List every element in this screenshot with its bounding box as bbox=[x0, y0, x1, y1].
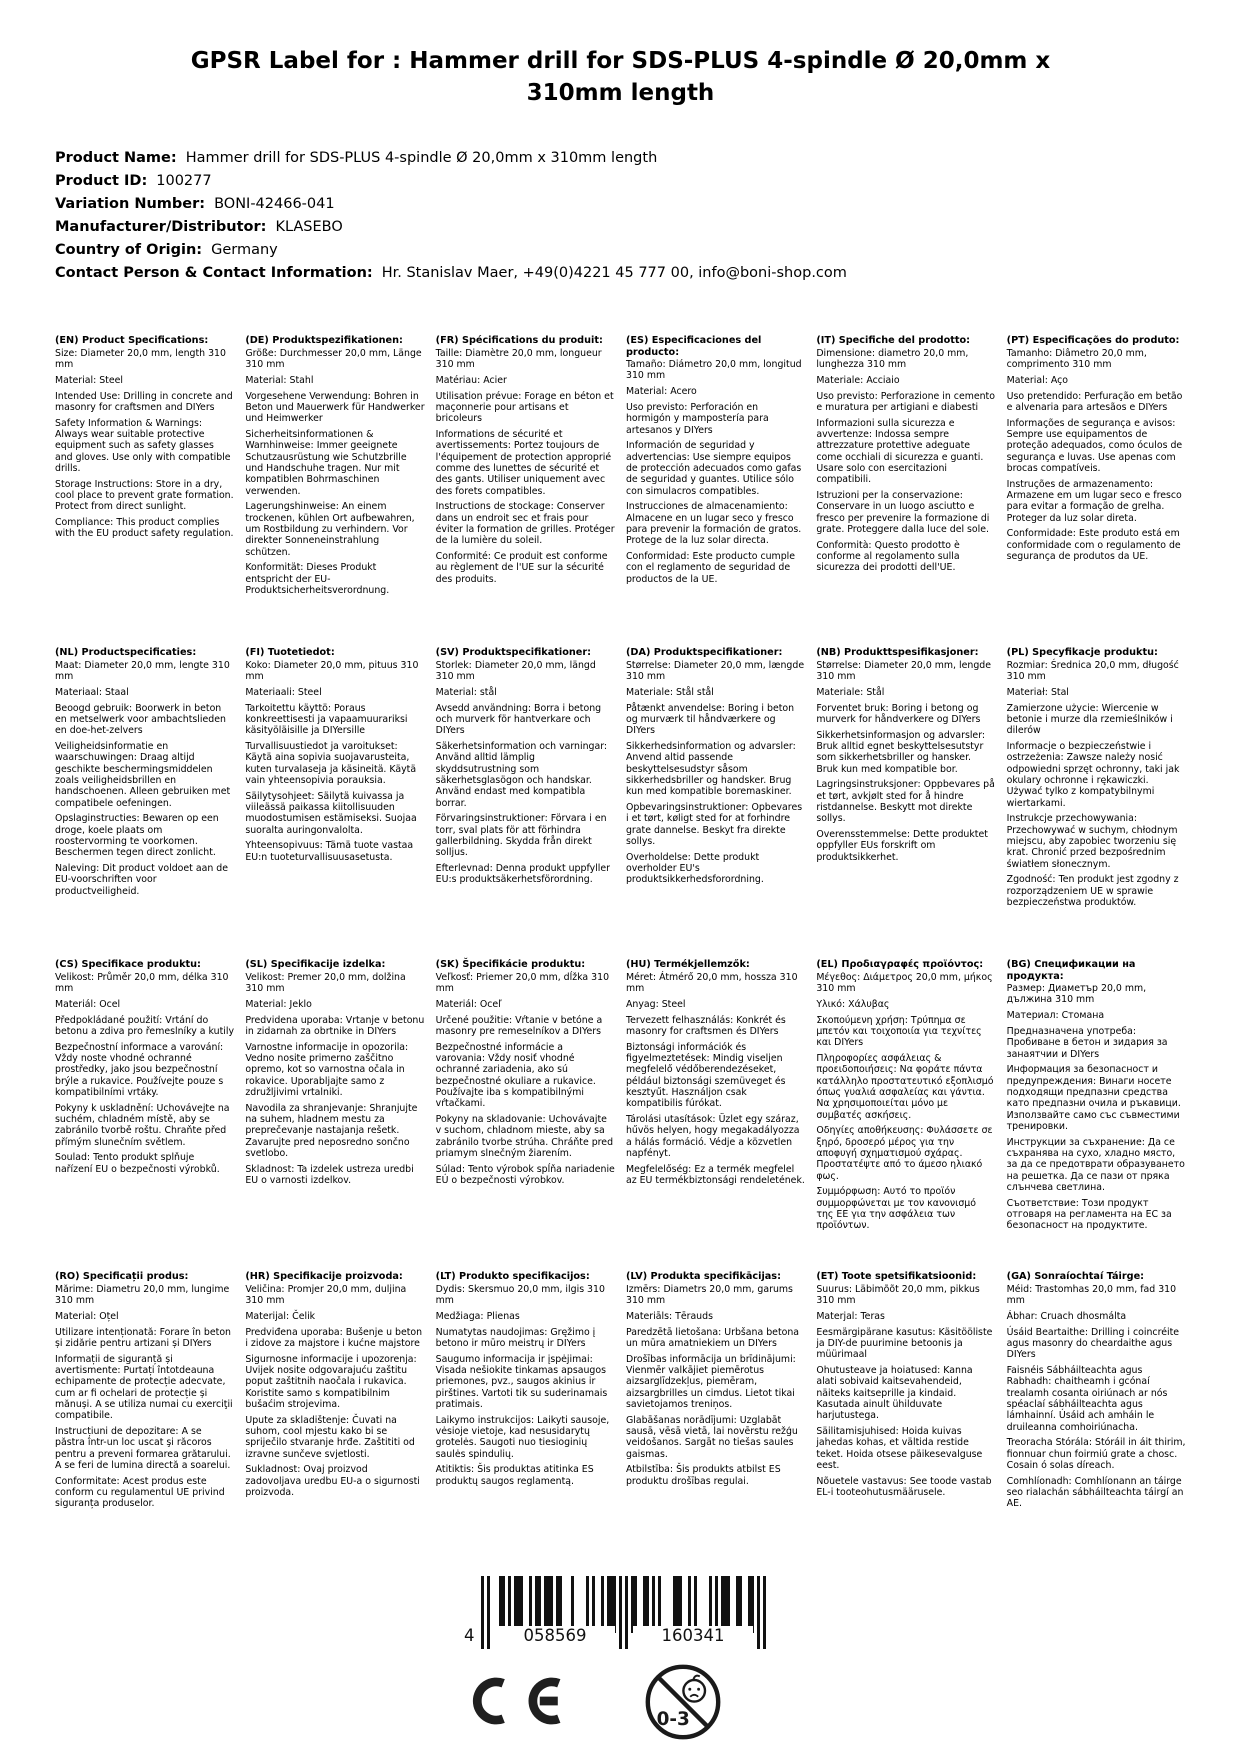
lang-block-header: (BG) Спецификации на продукта: bbox=[1006, 959, 1136, 982]
lang-block-bg bbox=[1007, 959, 1186, 1271]
lang-block-paragraph: Størrelse: Diameter 20,0 mm, lengde 310 mm bbox=[816, 659, 992, 683]
footer bbox=[0, 1576, 1241, 1742]
lang-block-paragraph: Materiale: Stål bbox=[816, 686, 885, 698]
lang-block-paragraph: Sicherheitsinformationen & Warnhinweise: Immer geeignete Schutzausrüstung wie Schutzbrille und Handschuhe tragen. Nur mit kompatiblen Bohrmaschinen verwenden. bbox=[245, 429, 407, 497]
lang-block-paragraph: Upute za skladištenje: Čuvati na suhom, cool mjestu kako bi se spriječilo stvaranje hrđe. Zaštititi od izravne sunčeve svjetlosti. bbox=[245, 1414, 415, 1460]
lang-block-paragraph: Πληροφορίες ασφάλειας & προειδοποιήσεις: Να φοράτε πάντα κατάλληλο προστατευτικό εξοπλισμό όπως γυαλιά ασφαλείας και γάντια. Να χρησιμοποιείται μόνο με συμβατές ασκήσεις. bbox=[816, 1053, 994, 1121]
lang-block-ga bbox=[1007, 1271, 1186, 1571]
lang-block-paragraph: Storage Instructions: Store in a dry, cool place to prevent grate formation. Protect from direct sunlight. bbox=[55, 478, 234, 513]
lang-block-header: (RO) Specificații produs: bbox=[55, 1271, 189, 1283]
lang-block-paragraph: Faisnéis Sábháilteachta agus Rabhadh: chaitheamh i gcónaí trealamh cosanta oiriúnach ar nós spéaclaí sábháilteachta agus lámhainní. Úsáid ach amháin le druileanna comhoiriúnacha. bbox=[1006, 1365, 1168, 1433]
lang-block-paragraph: Súlad: Tento výrobok spĺňa nariadenie EÚ o bezpečnosti výrobkov. bbox=[435, 1163, 615, 1187]
lang-block-paragraph: Veiligheidsinformatie en waarschuwingen: Draag altijd geschikte beschermingsmiddelen zoals veiligheidsbrillen en handschoenen. Alleen gebruiken met compatibele oefeningen. bbox=[55, 741, 231, 809]
ce-mark-icon bbox=[462, 1662, 565, 1740]
lang-block-paragraph: Veľkosť: Priemer 20,0 mm, dĺžka 310 mm bbox=[435, 971, 610, 995]
lang-block-pt bbox=[1007, 335, 1186, 647]
lang-block-paragraph: Turvallisuustiedot ja varoitukset: Käytä aina sopivia suojavarusteita, kuten turvalaseja ja käsineitä. Käytä vain yhteensopivia porauksia. bbox=[245, 741, 417, 786]
lang-block-paragraph: Forventet bruk: Boring i betong og murverk for håndverkere og DIYers bbox=[816, 702, 981, 725]
lang-block-nb bbox=[816, 647, 995, 959]
lang-block-paragraph: Materiaali: Steel bbox=[245, 686, 322, 698]
lang-block-header: (HU) Termékjellemzők: bbox=[625, 959, 750, 971]
lang-block-paragraph: Méret: Átmérő 20,0 mm, hossza 310 mm bbox=[625, 971, 798, 995]
lang-block-paragraph: Sigurnosne informacije i upozorenja: Uvijek nosite odgovarajuću zaštitu poput zaštitnih naočala i rukavica. Koristite samo s kompatibilnim bušaćim strojevima. bbox=[245, 1353, 417, 1410]
lang-block-paragraph: Opslaginstructies: Bewaren op een droge, koele plaats om roostervorming te voorkomen. Beschermen tegen direct zonlicht. bbox=[55, 813, 219, 859]
lang-block-header: (PT) Especificações do produto: bbox=[1006, 335, 1180, 347]
age-warning-0-3-icon bbox=[643, 1662, 723, 1742]
product-info-value: Hr. Stanislav Maer, +49(0)4221 45 777 00, info@boni-shop.com bbox=[381, 265, 847, 282]
lang-block-header: (NL) Productspecificaties: bbox=[55, 647, 197, 659]
product-info-label: Contact Person & Contact Information: bbox=[55, 265, 373, 282]
lang-block-paragraph: Informacje o bezpieczeństwie i ostrzeżenia: Zawsze należy nosić odpowiedni sprzęt ochronny, taki jak okulary ochronne i rękawiczki. Używać tylko z kompatybilnymi wiertarkami. bbox=[1006, 741, 1180, 809]
lang-block-paragraph: Méid: Trastomhas 20,0 mm, fad 310 mm bbox=[1006, 1283, 1177, 1307]
lang-block-paragraph: Lagringsinstruksjoner: Oppbevares på et tørt, avkjølt sted for å hindre ristdannelse. Beskytt mot direkte sollys. bbox=[816, 779, 995, 825]
lang-block-paragraph: Navodila za shranjevanje: Shranjujte na suhem, hladnem mestu za preprečevanje nastajanja rešetk. Zavarujte pred neposredno sončno svetlobo. bbox=[245, 1102, 418, 1159]
lang-block-paragraph: Material: Acero bbox=[625, 386, 697, 398]
lang-block-paragraph: Tamanho: Diâmetro 20,0 mm, comprimento 310 mm bbox=[1006, 347, 1147, 371]
lang-block-header: (EN) Product Specifications: bbox=[55, 335, 209, 347]
lang-block-paragraph: Materiál: Oceľ bbox=[435, 998, 502, 1010]
lang-block-paragraph: Úsáid Beartaithe: Drilling i coincréite agus masonry do cheardaithe agus DIYers bbox=[1006, 1326, 1180, 1361]
lang-block-paragraph: Utilisation prévue: Forage en béton et maçonnerie pour artisans et bricoleurs bbox=[435, 390, 614, 425]
lang-block-sl bbox=[245, 959, 424, 1271]
lang-block-paragraph: Conformidade: Este produto está em conformidade com o regulamento de segurança de produtos da UE. bbox=[1006, 528, 1181, 563]
product-info-label: Variation Number: bbox=[55, 196, 206, 213]
lang-block-paragraph: Size: Diameter 20,0 mm, length 310 mm bbox=[55, 347, 226, 371]
lang-block-header: (DE) Produktspezifikationen: bbox=[245, 335, 403, 347]
lang-block-paragraph: Naleving: Dit product voldoet aan de EU-voorschriften voor productveiligheid. bbox=[55, 863, 228, 897]
lang-block-paragraph: Instrucciones de almacenamiento: Almacene en un lugar seco y fresco para prevenir la formación de gratos. Protege de la luz solar directa. bbox=[625, 501, 802, 547]
lang-block-paragraph: Storlek: Diameter 20,0 mm, längd 310 mm bbox=[435, 659, 596, 683]
lang-block-paragraph: Rozmiar: Średnica 20,0 mm, długość 310 mm bbox=[1006, 659, 1179, 683]
lang-block-paragraph: Istruzioni per la conservazione: Conservare in un luogo asciutto e fresco per prevenire la formazione di grate. Proteggere dalla luce del sole. bbox=[816, 490, 990, 535]
lang-block-paragraph: Paredzētā lietošana: Urbšana betona un mūra amatniekiem un DIYers bbox=[625, 1326, 800, 1349]
lang-block-paragraph: Opbevaringsinstruktioner: Opbevares i et tørt, køligt sted for at forhindre grate dannelse. Beskyt fra direkte sollys. bbox=[625, 802, 803, 847]
lang-block-paragraph: Vorgesehene Verwendung: Bohren in Beton und Mauerwerk für Handwerker und Heimwerker bbox=[245, 390, 425, 425]
lang-block-paragraph: Zgodność: Ten produkt jest zgodny z rozporządzeniem UE w sprawie bezpieczeństwa produktów. bbox=[1006, 874, 1179, 908]
lang-block-paragraph: Beoogd gebruik: Boorwerk in beton en metselwerk voor ambachtslieden en doe-het-zelvers bbox=[55, 702, 226, 737]
lang-block-paragraph: Dimensione: diametro 20,0 mm, lunghezza 310 mm bbox=[816, 347, 969, 371]
lang-block-paragraph: Uso previsto: Perforazione in cemento e muratura per artigiani e diabesti bbox=[816, 390, 995, 413]
lang-block-paragraph: Størrelse: Diameter 20,0 mm, længde 310 mm bbox=[625, 659, 805, 683]
lang-block-paragraph: Varnostne informacije in opozorila: Vedno nosite primerno zaščitno opremo, kot so varnostna očala in rokavice. Uporabljajte samo z združljivimi vrtalniki. bbox=[245, 1041, 409, 1098]
product-info-value: Germany bbox=[211, 242, 278, 259]
lang-block-paragraph: Tervezett felhasználás: Konkrét és masonry for craftsmen és DIYers bbox=[625, 1014, 786, 1037]
lang-block-paragraph: Megfelelőség: Ez a termék megfelel az EU termékbiztonsági rendeletének. bbox=[625, 1163, 805, 1187]
lang-block-paragraph: Instrucțiuni de depozitare: A se păstra într-un loc uscat şi răcoros pentru a preveni formarea grătarului. A se feri de lumina directă a soarelui. bbox=[55, 1426, 231, 1471]
lang-block-paragraph: Μέγεθος: Διάμετρος 20,0 mm, μήκος 310 mm bbox=[816, 971, 993, 995]
lang-block-header: (DA) Produktspecifikationer: bbox=[625, 647, 783, 659]
lang-block-paragraph: Größe: Durchmesser 20,0 mm, Länge 310 mm bbox=[245, 347, 422, 371]
lang-block-paragraph: Zamierzone użycie: Wiercenie w betonie i murze dla rzemieślników i dilerów bbox=[1006, 702, 1173, 737]
lang-block-paragraph: Medžiaga: Plienas bbox=[435, 1310, 520, 1322]
lang-block-paragraph: Materiaal: Staal bbox=[55, 686, 129, 698]
lang-block-paragraph: Velikost: Premer 20,0 mm, dolžina 310 mm bbox=[245, 971, 406, 995]
lang-block-paragraph: Informations de sécurité et avertissements: Portez toujours de l'équipement de protection approprié comme des lunettes de sécurité et des gants. Utiliser uniquement avec des forets compatibles. bbox=[435, 429, 612, 497]
lang-block-header: (ET) Toote spetsifikatsioonid: bbox=[816, 1271, 977, 1283]
lang-block-paragraph: Säilytysohjeet: Säilytä kuivassa ja viileässä paikassa kiitollisuuden muodostumisen estämiseksi. Suojaa suoralta auringonvalolta. bbox=[245, 790, 417, 836]
lang-block-paragraph: Určené použitie: Vŕtanie v betóne a masonry pre remeselníkov a DIYers bbox=[435, 1014, 603, 1037]
lang-block-header: (SK) Špecifikácie produktu: bbox=[435, 959, 586, 971]
barcode-left-digits: 058569 bbox=[495, 1626, 615, 1645]
lang-block-paragraph: Размер: Диаметър 20,0 mm, дължина 310 mm bbox=[1006, 983, 1147, 1006]
lang-block-paragraph: Информация за безопасност и предупреждения: Винаги носете подходящи предпазни средства като предпазни очила и ръкавици. Използвайте само със съвместими тренировки. bbox=[1006, 1064, 1181, 1132]
lang-block-paragraph: Matériau: Acier bbox=[435, 374, 507, 386]
lang-block-paragraph: Atitiktis: Šis produktas atitinka ES produktų saugos reglamentą. bbox=[435, 1464, 594, 1487]
lang-block-paragraph: Eesmärgipärane kasutus: Käsitööliste ja DIY-de puurimine betoonis ja müürimaal bbox=[816, 1326, 993, 1361]
lang-block-paragraph: Material: Oțel bbox=[55, 1310, 119, 1322]
lang-block-paragraph: Uso previsto: Perforación en hormigón y mampostería para artesanos y DIYers bbox=[625, 401, 769, 436]
lang-block-paragraph: Saugumo informacija ir įspėjimai: Visada nešiokite tinkamas apsaugos priemones, pvz., saugos akinius ir pirštines. Vartoti tik su suderinamais pratimais. bbox=[435, 1353, 608, 1410]
lang-block-paragraph: Předpokládané použití: Vrtání do betonu a zdiva pro řemeslníky a kutily bbox=[55, 1014, 234, 1037]
lang-block-paragraph: Conformité: Ce produit est conforme au règlement de l'UE sur la sécurité des produits. bbox=[435, 551, 608, 585]
lang-block-header: (LT) Produkto specifikacijos: bbox=[435, 1271, 590, 1283]
product-info-label: Product ID: bbox=[55, 173, 148, 190]
lang-block-paragraph: Intended Use: Drilling in concrete and masonry for craftsmen and DIYers bbox=[55, 390, 233, 413]
lang-block-paragraph: Instructions de stockage: Conserver dans un endroit sec et frais pour éviter la formation de grilles. Protéger de la lumière du soleil. bbox=[435, 501, 615, 547]
lang-block-paragraph: Instrukcje przechowywania: Przechowywać w suchym, chłodnym miejscu, aby zapobiec tworzeniu się krat. Chronić przed bezpośrednim światłem słonecznym. bbox=[1006, 813, 1178, 870]
lang-block-paragraph: Инструкции за съхранение: Да се съхранява на сухо, хладно място, за да се предотврати образуването на решетка. Да се пази от пряка слънчева светлина. bbox=[1006, 1136, 1185, 1193]
lang-block-paragraph: Suurus: Läbimõõt 20,0 mm, pikkus 310 mm bbox=[816, 1283, 980, 1307]
lang-block-paragraph: Bezpečnostní informace a varování: Vždy noste vhodné ochranné prostředky, jako jsou bezpečnostní brýle a rukavice. Používejte pouze s kompatibilními vrtáky. bbox=[55, 1041, 224, 1098]
lang-block-es bbox=[626, 335, 805, 647]
lang-block-sv bbox=[436, 647, 615, 959]
lang-block-paragraph: Predviđena uporaba: Bušenje u beton i zidove za majstore i kućne majstore bbox=[245, 1326, 423, 1349]
product-info-row bbox=[55, 216, 1186, 239]
lang-block-paragraph: Izmērs: Diametrs 20,0 mm, garums 310 mm bbox=[625, 1283, 793, 1307]
lang-block-header: (LV) Produkta specifikācijas: bbox=[625, 1271, 781, 1283]
lang-block-paragraph: Bezpečnostné informácie a varovania: Vždy nosiť vhodné ochranné zariadenia, ako sú bezpečnostné okuliare a rukavice. Používajte iba s kompatibilnými vŕtačkami. bbox=[435, 1041, 596, 1110]
lang-block-paragraph: Dydis: Skersmuo 20,0 mm, ilgis 310 mm bbox=[435, 1283, 605, 1307]
lang-block-paragraph: Yhteensopivuus: Tämä tuote vastaa EU:n tuoteturvallisuusasetusta. bbox=[245, 840, 414, 863]
language-specifications-grid bbox=[55, 335, 1186, 1571]
barcode-first-digit: 4 bbox=[464, 1626, 475, 1645]
product-info-row bbox=[55, 193, 1186, 216]
lang-block-paragraph: Σκοπούμενη χρήση: Τρύπημα σε μπετόν και τοιχοποιία για τεχνίτες και DIYers bbox=[816, 1014, 982, 1049]
lang-block-paragraph: Koko: Diameter 20,0 mm, pituus 310 mm bbox=[245, 659, 419, 683]
lang-block-paragraph: Conformità: Questo prodotto è conforme al regolamento sulla sicurezza dei prodotti dell'UE. bbox=[816, 539, 960, 574]
lang-block-paragraph: Informazioni sulla sicurezza e avvertenze: Indossa sempre attrezzature protettive adeguate come occhiali di sicurezza e guanti. Usare solo con esercitazioni compatibili. bbox=[816, 417, 984, 486]
lang-block-nl bbox=[55, 647, 234, 959]
lang-block-de bbox=[245, 335, 424, 647]
lang-block-paragraph: Pokyny na skladovanie: Uchovávajte v suchom, chladnom mieste, aby sa zabránilo tvorbe strúha. Chráňte pred priamym slnečným žiarením. bbox=[435, 1114, 614, 1159]
lang-block-paragraph: Maat: Diameter 20,0 mm, lengte 310 mm bbox=[55, 659, 230, 683]
lang-block-paragraph: Förvaringsinstruktioner: Förvara i en torr, sval plats för att förhindra gallerbildning. Skydda från direkt solljus. bbox=[435, 813, 607, 859]
lang-block-paragraph: Οδηγίες αποθήκευσης: Φυλάσσετε σε ξηρό, δροσερό μέρος για την αποφυγή σχηματισμού σχάρας. Προστατέψτε από το άμεσο ηλιακό φως. bbox=[816, 1125, 993, 1182]
lang-block-paragraph: Sikkerhedsinformation og advarsler: Anvend altid passende beskyttelsesudstyr såsom sikkerhedsbriller og handsker. Brug kun med kompatible boremaskiner. bbox=[625, 741, 796, 798]
lang-block-lv bbox=[626, 1271, 805, 1571]
lang-block-paragraph: Konformität: Dieses Produkt entspricht der EU-Produktsicherheitsverordnung. bbox=[245, 562, 390, 596]
lang-block-paragraph: Veličina: Promjer 20,0 mm, duljina 310 mm bbox=[245, 1283, 407, 1307]
lang-block-paragraph: Avsedd användning: Borra i betong och murverk för hantverkare och DIYers bbox=[435, 702, 602, 737]
lang-block-header: (IT) Specifiche del prodotto: bbox=[816, 335, 971, 347]
lang-block-paragraph: Sikkerhetsinformasjon og advarsler: Bruk alltid egnet beskyttelsesutstyr som sikkerhetsbriller og hansker. Bruk kun med kompatible bor. bbox=[816, 729, 986, 775]
lang-block-paragraph: Overholdelse: Dette produkt overholder EU's produktsikkerhedsforordning. bbox=[625, 851, 764, 886]
product-info-value: KLASEBO bbox=[275, 219, 343, 236]
lang-block-paragraph: Материал: Стомана bbox=[1006, 1010, 1105, 1022]
lang-block-paragraph: Materiał: Stal bbox=[1006, 686, 1069, 698]
lang-block-paragraph: Conformidad: Este producto cumple con el reglamento de seguridad de productos de la UE. bbox=[625, 551, 796, 585]
lang-block-paragraph: Compliance: This product complies with the EU product safety regulation. bbox=[55, 517, 234, 540]
lang-block-sk bbox=[436, 959, 615, 1271]
lang-block-paragraph: Skladnost: Ta izdelek ustreza uredbi EU o varnosti izdelkov. bbox=[245, 1163, 414, 1187]
lang-block-paragraph: Anyag: Steel bbox=[625, 998, 686, 1010]
lang-block-paragraph: Numatytas naudojimas: Gręžimo į betono ir mūro meistrų ir DIYers bbox=[435, 1326, 596, 1349]
lang-block-paragraph: Drošības informācija un brīdinājumi: Vienmēr valkājiet piemērotus aizsarglīdzekļus, piemēram, aizsargbrilles un cimdus. Lietot tikai savietojamos treniņos. bbox=[625, 1353, 796, 1410]
lang-block-paragraph: Material: Aço bbox=[1006, 374, 1069, 386]
lang-block-paragraph: Glabāšanas norādījumi: Uzglabāt sausā, vēsā vietā, lai novērstu režģu veidošanos. Sargāt no tiešas saules gaismas. bbox=[625, 1414, 798, 1460]
product-info-value: BONI-42466-041 bbox=[214, 196, 335, 213]
age-warning-label: 0-3 bbox=[656, 1709, 690, 1731]
lang-block-paragraph: Lagerungshinweise: An einem trockenen, kühlen Ort aufbewahren, um Rostbildung zu verhindern. Vor direkter Sonneneinstrahlung schützen. bbox=[245, 501, 415, 558]
lang-block-paragraph: Safety Information & Warnings: Always wear suitable protective equipment such as safety glasses and gloves. Use only with compatible drills. bbox=[55, 417, 231, 474]
lang-block-paragraph: Soulad: Tento produkt splňuje nařízení EU o bezpečnosti výrobků. bbox=[55, 1152, 220, 1175]
lang-block-paragraph: Utilizare intenționată: Forare în beton și zidărie pentru artizani și DIYers bbox=[55, 1326, 231, 1349]
lang-block-paragraph: Material: Jeklo bbox=[245, 998, 312, 1010]
product-info-label: Manufacturer/Distributor: bbox=[55, 219, 267, 236]
lang-block-paragraph: Efterlevnad: Denna produkt uppfyller EU:s produktsäkerhetsförordning. bbox=[435, 863, 610, 886]
lang-block-header: (HR) Specifikacije proizvoda: bbox=[245, 1271, 403, 1283]
lang-block-header: (FR) Spécifications du produit: bbox=[435, 335, 603, 347]
ean13-barcode bbox=[464, 1576, 766, 1654]
lang-block-header: (GA) Sonraíochtaí Táirge: bbox=[1006, 1271, 1145, 1283]
lang-block-paragraph: Materiāls: Tērauds bbox=[625, 1310, 713, 1322]
lang-block-paragraph: Información de seguridad y advertencias: Use siempre equipos de protección adecuados como gafas de seguridad y guantes. Utilice sólo con simulacros compatibles. bbox=[625, 440, 802, 497]
lang-block-paragraph: Informações de segurança e avisos: Sempre use equipamentos de proteção adequados, como óculos de segurança e luvas. Use apenas com brocas compatíveis. bbox=[1006, 417, 1183, 474]
lang-block-paragraph: Informații de siguranță și avertismente: Purtați întotdeauna echipamente de protecție adecvate, cum ar fi ochelari de protecție și mănuși. A se utiliza numai cu exerciţii compatibile. bbox=[55, 1353, 233, 1422]
lang-block-paragraph: Предназначена употреба: Пробиване в бетон и зидария за занаятчии и DIYers bbox=[1006, 1025, 1168, 1060]
lang-block-paragraph: Tárolási utasítások: Üzlet egy száraz, hűvös helyen, hogy megakadályozza a hálás formáció. Védje a közvetlen napfényt. bbox=[625, 1114, 800, 1159]
lang-block-paragraph: Tarkoitettu käyttö: Poraus konkreettisesti ja vapaamuurariksi käsityöläisille ja DIYersille bbox=[245, 702, 408, 737]
lang-block-paragraph: Uso pretendido: Perfuração em betão e alvenaria para artesãos e DIYers bbox=[1006, 390, 1183, 413]
lang-block-paragraph: Mărime: Diametru 20,0 mm, lungime 310 mm bbox=[55, 1283, 230, 1307]
conformity-symbols bbox=[462, 1662, 723, 1742]
barcode-bar bbox=[763, 1576, 766, 1649]
lang-block-paragraph: Material: Steel bbox=[55, 374, 123, 386]
lang-block-header: (CS) Specifikace produktu: bbox=[55, 959, 201, 971]
lang-block-lt bbox=[436, 1271, 615, 1571]
lang-block-paragraph: Sukladnost: Ovaj proizvod zadovoljava uredbu EU-a o sigurnosti proizvoda. bbox=[245, 1464, 420, 1499]
lang-block-paragraph: Materiál: Ocel bbox=[55, 998, 121, 1010]
lang-block-paragraph: Biztonsági információk és figyelmeztetések: Mindig viseljen megfelelő védőberendezéseket, például biztonsági szemüveget és kesztyűt. Használjon csak kompatibilis fúrókat. bbox=[625, 1041, 786, 1110]
lang-block-paragraph: Pokyny k uskladnění: Uchovávejte na suchém, chladném místě, aby se zabránilo tvorbě roštu. Chraňte před přímým slunečním světlem. bbox=[55, 1102, 230, 1148]
lang-block-header: (EL) Προδιαγραφές προϊόντος: bbox=[816, 959, 984, 971]
lang-block-cs bbox=[55, 959, 234, 1271]
lang-block-it bbox=[816, 335, 995, 647]
lang-block-header: (SL) Specifikacije izdelka: bbox=[245, 959, 386, 971]
lang-block-paragraph: Atbilstība: Šis produkts atbilst ES produktu drošības regulai. bbox=[625, 1464, 781, 1487]
lang-block-header: (NB) Produkttspesifikasjoner: bbox=[816, 647, 979, 659]
product-info-row bbox=[55, 262, 1186, 285]
barcode-right-digits: 160341 bbox=[633, 1626, 753, 1645]
lang-block-header: (ES) Especificaciones del producto: bbox=[625, 335, 762, 358]
lang-block-paragraph: Υλικό: Χάλυβας bbox=[816, 998, 890, 1010]
lang-block-paragraph: Ábhar: Cruach dhosmálta bbox=[1006, 1310, 1127, 1322]
lang-block-header: (PL) Specyfikacje produktu: bbox=[1006, 647, 1158, 659]
page-title: GPSR Label for : Hammer drill for SDS-PLUS 4-spindle Ø 20,0mm x 310mm length bbox=[190, 48, 1051, 106]
lang-block-fi bbox=[245, 647, 424, 959]
lang-block-en bbox=[55, 335, 234, 647]
lang-block-el bbox=[816, 959, 995, 1271]
lang-block-ro bbox=[55, 1271, 234, 1571]
product-info-value: 100277 bbox=[156, 173, 212, 190]
product-info-label: Product Name: bbox=[55, 150, 177, 167]
product-info-row bbox=[55, 170, 1186, 193]
lang-block-paragraph: Instruções de armazenamento: Armazene em um lugar seco e fresco para evitar a formação de grelha. Proteger da luz solar direta. bbox=[1006, 478, 1182, 524]
lang-block-paragraph: Påtænkt anvendelse: Boring i beton og murværk til håndværkere og DIYers bbox=[625, 702, 795, 737]
lang-block-header: (FI) Tuotetiedot: bbox=[245, 647, 335, 659]
lang-block-da bbox=[626, 647, 805, 959]
lang-block-paragraph: Treoracha Stórála: Stóráil in áit thirim, fionnuar chun foirmiú grate a chosc. Cosain ó solas díreach. bbox=[1006, 1437, 1186, 1471]
product-info-label: Country of Origin: bbox=[55, 242, 203, 259]
lang-block-paragraph: Predvidena uporaba: Vrtanje v betonu in zidarnah za obrtnike in DIYers bbox=[245, 1014, 425, 1037]
lang-block-paragraph: Materiale: Stål stål bbox=[625, 686, 714, 698]
lang-block-paragraph: Nõuetele vastavus: See toode vastab EL-i tooteohutusmäärusele. bbox=[816, 1475, 992, 1499]
lang-block-paragraph: Säkerhetsinformation och varningar: Använd alltid lämplig skyddsutrustning som säkerhetsglasögon och handskar. Använd endast med kompatibla borrar. bbox=[435, 741, 608, 809]
lang-block-fr bbox=[436, 335, 615, 647]
lang-block-paragraph: Ohutusteave ja hoiatused: Kanna alati sobivaid kaitsevahendeid, näiteks kaitseprille ja kindaid. Kasutada ainult ühilduvate harjutustega. bbox=[816, 1365, 973, 1422]
lang-block-paragraph: Συμμόρφωση: Αυτό το προϊόν συμμορφώνεται με τον κανονισμό της ΕΕ για την ασφάλεια των προϊόντων. bbox=[816, 1186, 976, 1232]
lang-block-header: (SV) Produktspecifikationer: bbox=[435, 647, 592, 659]
lang-block-paragraph: Materjal: Teras bbox=[816, 1310, 885, 1322]
lang-block-hu bbox=[626, 959, 805, 1271]
lang-block-paragraph: Comhlíonadh: Comhlíonann an táirge seo rialachán sábháilteachta táirgí an AE. bbox=[1006, 1475, 1184, 1510]
product-info-value: Hammer drill for SDS-PLUS 4-spindle Ø 20,0mm x 310mm length bbox=[185, 150, 658, 167]
lang-block-paragraph: Overensstemmelse: Dette produktet oppfyller EUs forskrift om produktsikkerhet. bbox=[816, 829, 988, 863]
baby-face-icon bbox=[683, 1680, 705, 1702]
product-info-row bbox=[55, 147, 1186, 170]
lang-block-paragraph: Tamaño: Diámetro 20,0 mm, longitud 310 mm bbox=[625, 359, 802, 382]
lang-block-paragraph: Material: Stahl bbox=[245, 374, 314, 386]
product-info-row bbox=[55, 239, 1186, 262]
lang-block-et bbox=[816, 1271, 995, 1571]
lang-block-paragraph: Laikymo instrukcijos: Laikyti sausoje, vėsioje vietoje, kad nesusidarytų grotelės. Saugoti nuo tiesioginių saulės spindulių. bbox=[435, 1414, 610, 1460]
lang-block-hr bbox=[245, 1271, 424, 1571]
product-info-section bbox=[55, 147, 1186, 285]
lang-block-paragraph: Säilitamisjuhised: Hoida kuivas jahedas kohas, et vältida restide teket. Hoida otsese päikesevalguse eest. bbox=[816, 1426, 983, 1471]
lang-block-paragraph: Velikost: Průměr 20,0 mm, délka 310 mm bbox=[55, 971, 229, 995]
lang-block-paragraph: Materiale: Acciaio bbox=[816, 374, 900, 386]
lang-block-paragraph: Material: stål bbox=[435, 686, 497, 698]
lang-block-pl bbox=[1007, 647, 1186, 959]
lang-block-paragraph: Conformitate: Acest produs este conform cu regulamentul UE privind siguranța produselor. bbox=[55, 1475, 225, 1510]
lang-block-paragraph: Съответствие: Този продукт отговаря на регламента на ЕС за безопасност на продуктите. bbox=[1006, 1197, 1172, 1232]
lang-block-paragraph: Materijal: Čelik bbox=[245, 1310, 316, 1322]
lang-block-paragraph: Taille: Diamètre 20,0 mm, longueur 310 mm bbox=[435, 347, 602, 371]
